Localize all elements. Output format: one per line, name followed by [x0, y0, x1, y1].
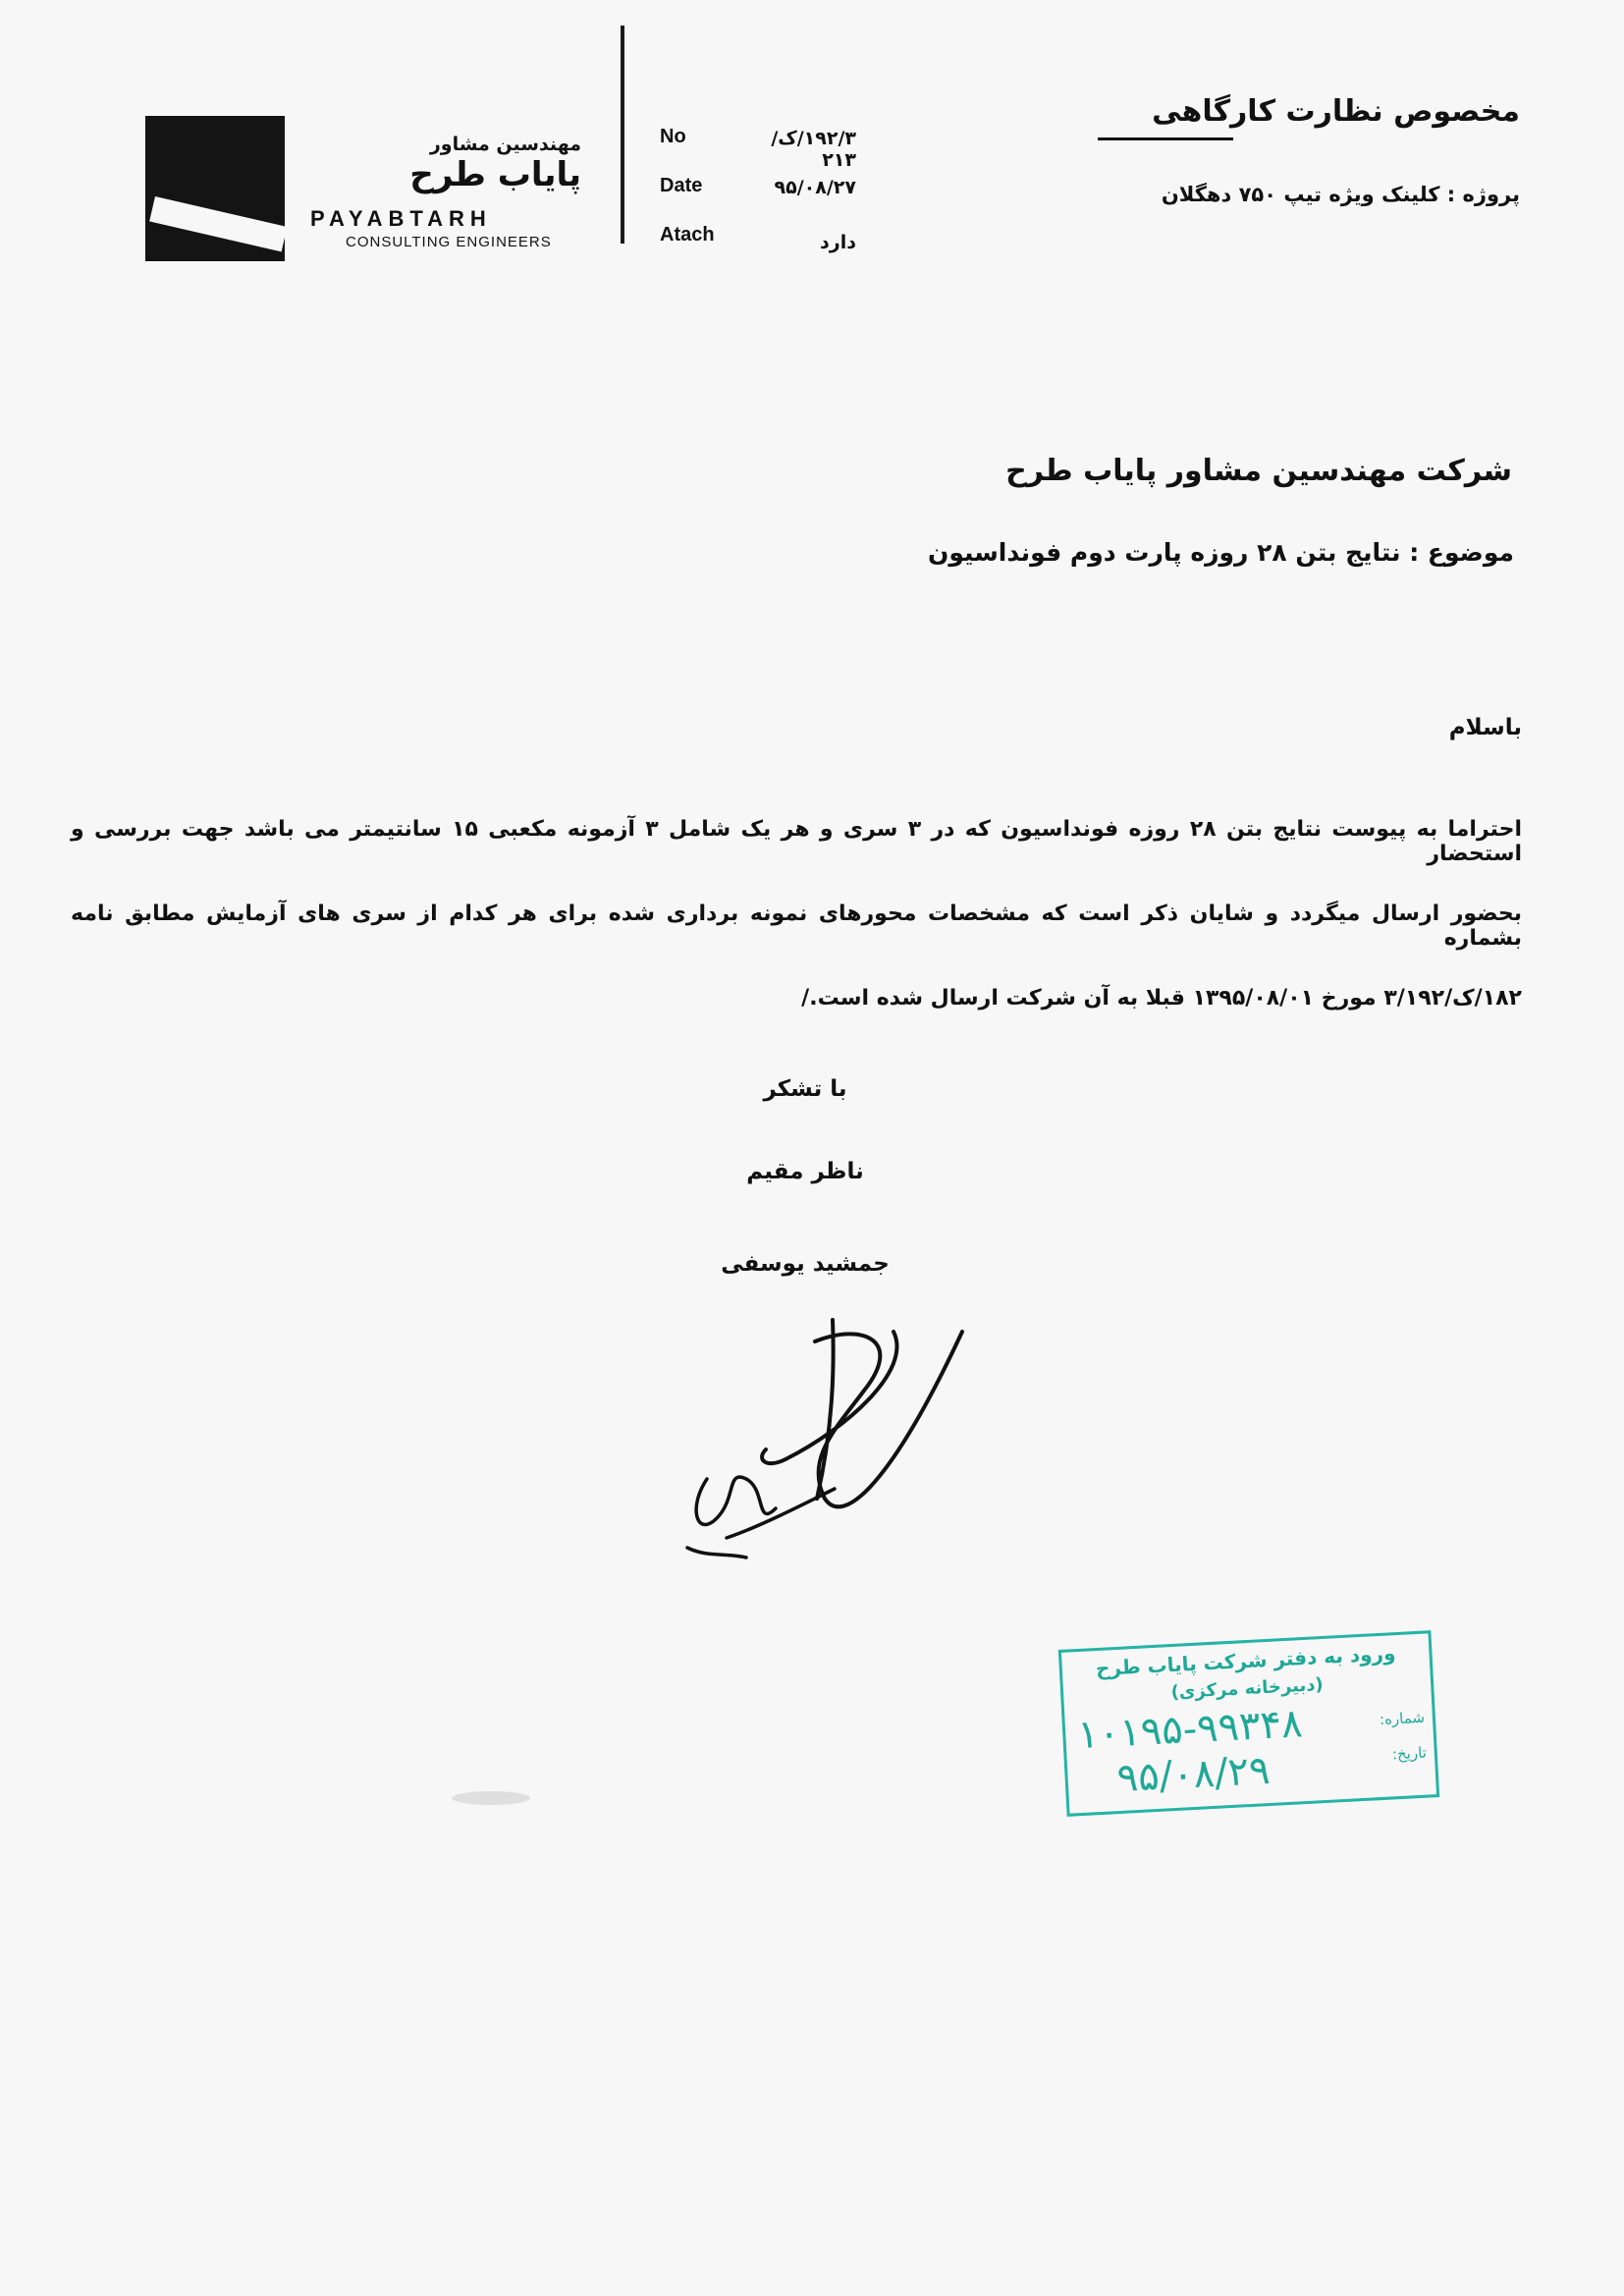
brand-latin-subtitle: CONSULTING ENGINEERS — [346, 234, 552, 250]
closing: با تشکر — [763, 1076, 847, 1102]
body-line: بحضور ارسال میگردد و شایان ذکر است که مشخصات محورهای نمونه برداری شده برای هر کدام از سری های آزمایش مطابق نامه بشماره — [71, 902, 1522, 951]
signer-name: جمشید یوسفی — [721, 1251, 890, 1277]
stamp-number-label: شماره: — [1379, 1708, 1426, 1729]
stamp-date-label: تاریخ: — [1391, 1743, 1428, 1764]
registration-stamp — [1058, 1630, 1439, 1817]
brand-latin-name: PAYABTARH — [310, 206, 492, 231]
stamp-title: ورود به دفتر شرکت پایاب طرح — [1095, 1641, 1396, 1681]
project-line: پروژه : کلینک ویژه تیپ ۷۵۰ دهگلان — [1161, 183, 1520, 206]
greeting: باسلام — [1448, 715, 1522, 740]
scan-smudge — [452, 1791, 530, 1805]
body-line: احتراما به پیوست نتایج بتن ۲۸ روزه فونداسیون که در ۳ سری و هر یک شامل ۳ آزمونه مکعبی ۱۵ سانتیمتر می باشد جهت بررسی و استحضار — [71, 817, 1523, 866]
stamp-date-value: ۹۵/۰۸/۲۹ — [1115, 1747, 1272, 1802]
brand-subtitle: مهندسین مشاور — [429, 134, 581, 155]
date-value: ۹۵/۰۸/۲۷ — [774, 177, 856, 198]
attach-value: دارد — [820, 232, 856, 253]
payabtarh-logo-mark — [145, 116, 285, 261]
body-line: ۱۸۲/ک/۳/۱۹۲ مورخ ۱۳۹۵/۰۸/۰۱ قبلا به آن شرکت ارسال شده است./ — [801, 986, 1522, 1011]
handwritten-signature — [668, 1312, 1001, 1567]
date-label: Date — [660, 175, 703, 196]
number-label: No — [660, 126, 686, 147]
number-value: ۱۹۲/۳/ک/۲۱۳ — [771, 128, 856, 171]
attach-label: Atach — [660, 224, 715, 246]
stamp-number-value: ۱۰۱۹۵-۹۹۳۴۸ — [1076, 1701, 1304, 1759]
header-divider — [621, 26, 624, 244]
heading-underline — [1098, 137, 1233, 140]
subject-line: موضوع : نتایج بتن ۲۸ روزه پارت دوم فونداسیون — [927, 538, 1514, 567]
stamp-subtitle: (دبیرخانه مرکزی) — [1170, 1674, 1325, 1704]
signer-role: ناظر مقیم — [746, 1159, 864, 1184]
addressee: شرکت مهندسین مشاور پایاب طرح — [1005, 454, 1512, 488]
brand-name: پایاب طرح — [409, 155, 581, 194]
confidential-heading: مخصوص نظارت کارگاهی — [1152, 94, 1520, 129]
